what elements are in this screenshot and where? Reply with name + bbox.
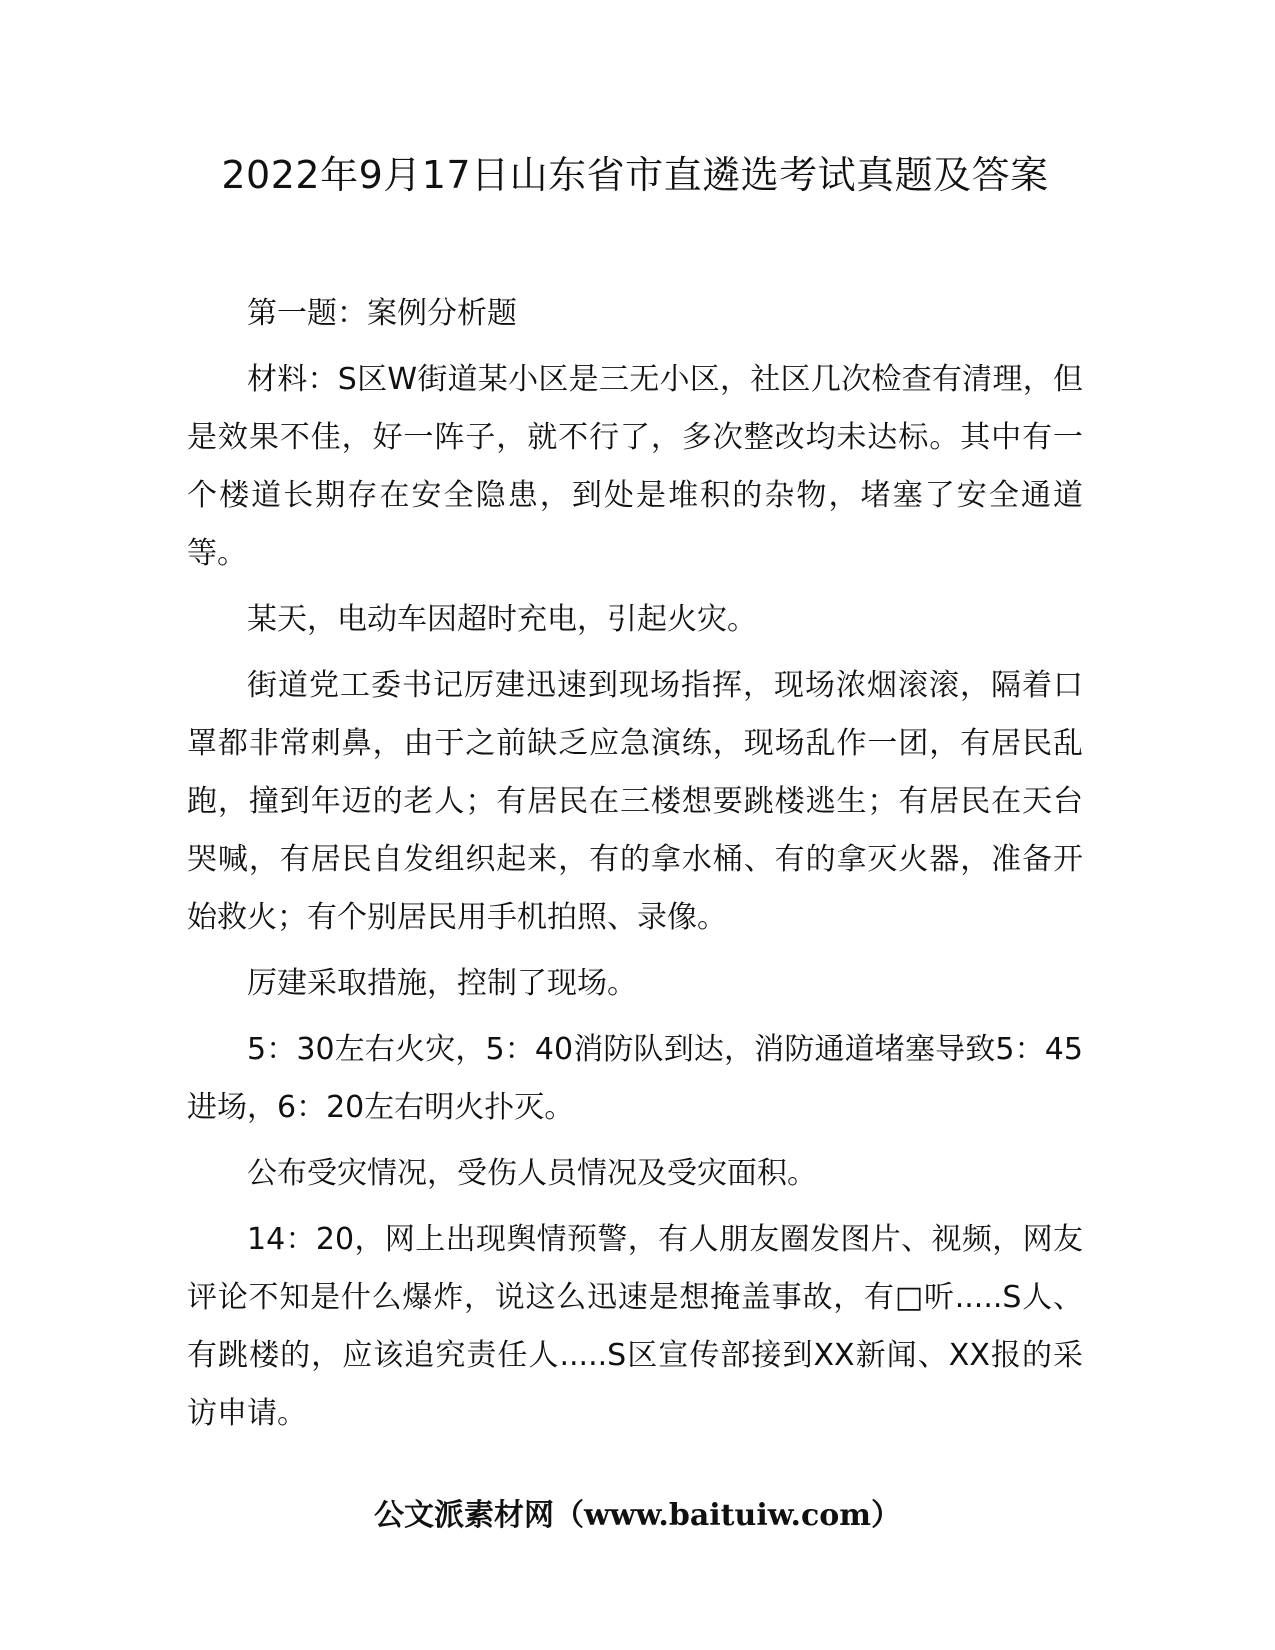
paragraph: 某天，电动车因超时充电，引起火灾。	[247, 602, 757, 637]
paragraph: 材料：S区W街道某小区是三无小区，社区几次检查有清理，但是效果不佳，好一阵子，就不行了，多次整改均未达标。其中有一个楼道长期存在安全隐患，到处是堆积的杂物，堵塞了安全通道等。	[187, 362, 1083, 571]
paragraph: 14：20，网上出现舆情预警，有人朋友圈发图片、视频，网友评论不知是什么爆炸，说这么迅速是想掩盖事故，有□听.....S人、有跳楼的，应该追究责任人.....S区宣传部接到XX新闻、XX报的采访申请。	[187, 1222, 1083, 1431]
document-title: 2022年9月17日山东省市直遴选考试真题及答案	[221, 153, 1049, 197]
footer-watermark: 公文派素材网（www.baituiw.com）	[373, 1498, 902, 1533]
document-body	[187, 285, 1083, 1443]
paragraph: 5：30左右火灾，5：40消防队到达，消防通道堵塞导致5：45进场，6：20左右明火扑灭。	[187, 1032, 1083, 1125]
paragraph: 厉建采取措施，控制了现场。	[247, 966, 637, 1001]
paragraph: 公布受灾情况，受伤人员情况及受灾面积。	[247, 1156, 817, 1191]
paragraph: 街道党工委书记厉建迅速到现场指挥，现场浓烟滚滚，隔着口罩都非常刺鼻，由于之前缺乏应急演练，现场乱作一团，有居民乱跑，撞到年迈的老人；有居民在三楼想要跳楼逃生；有居民在天台哭喊，有居民自发组织起来，有的拿水桶、有的拿灭火器，准备开始救火；有个别居民用手机拍照、录像。	[187, 668, 1083, 935]
section-heading: 第一题：案例分析题	[247, 296, 517, 331]
